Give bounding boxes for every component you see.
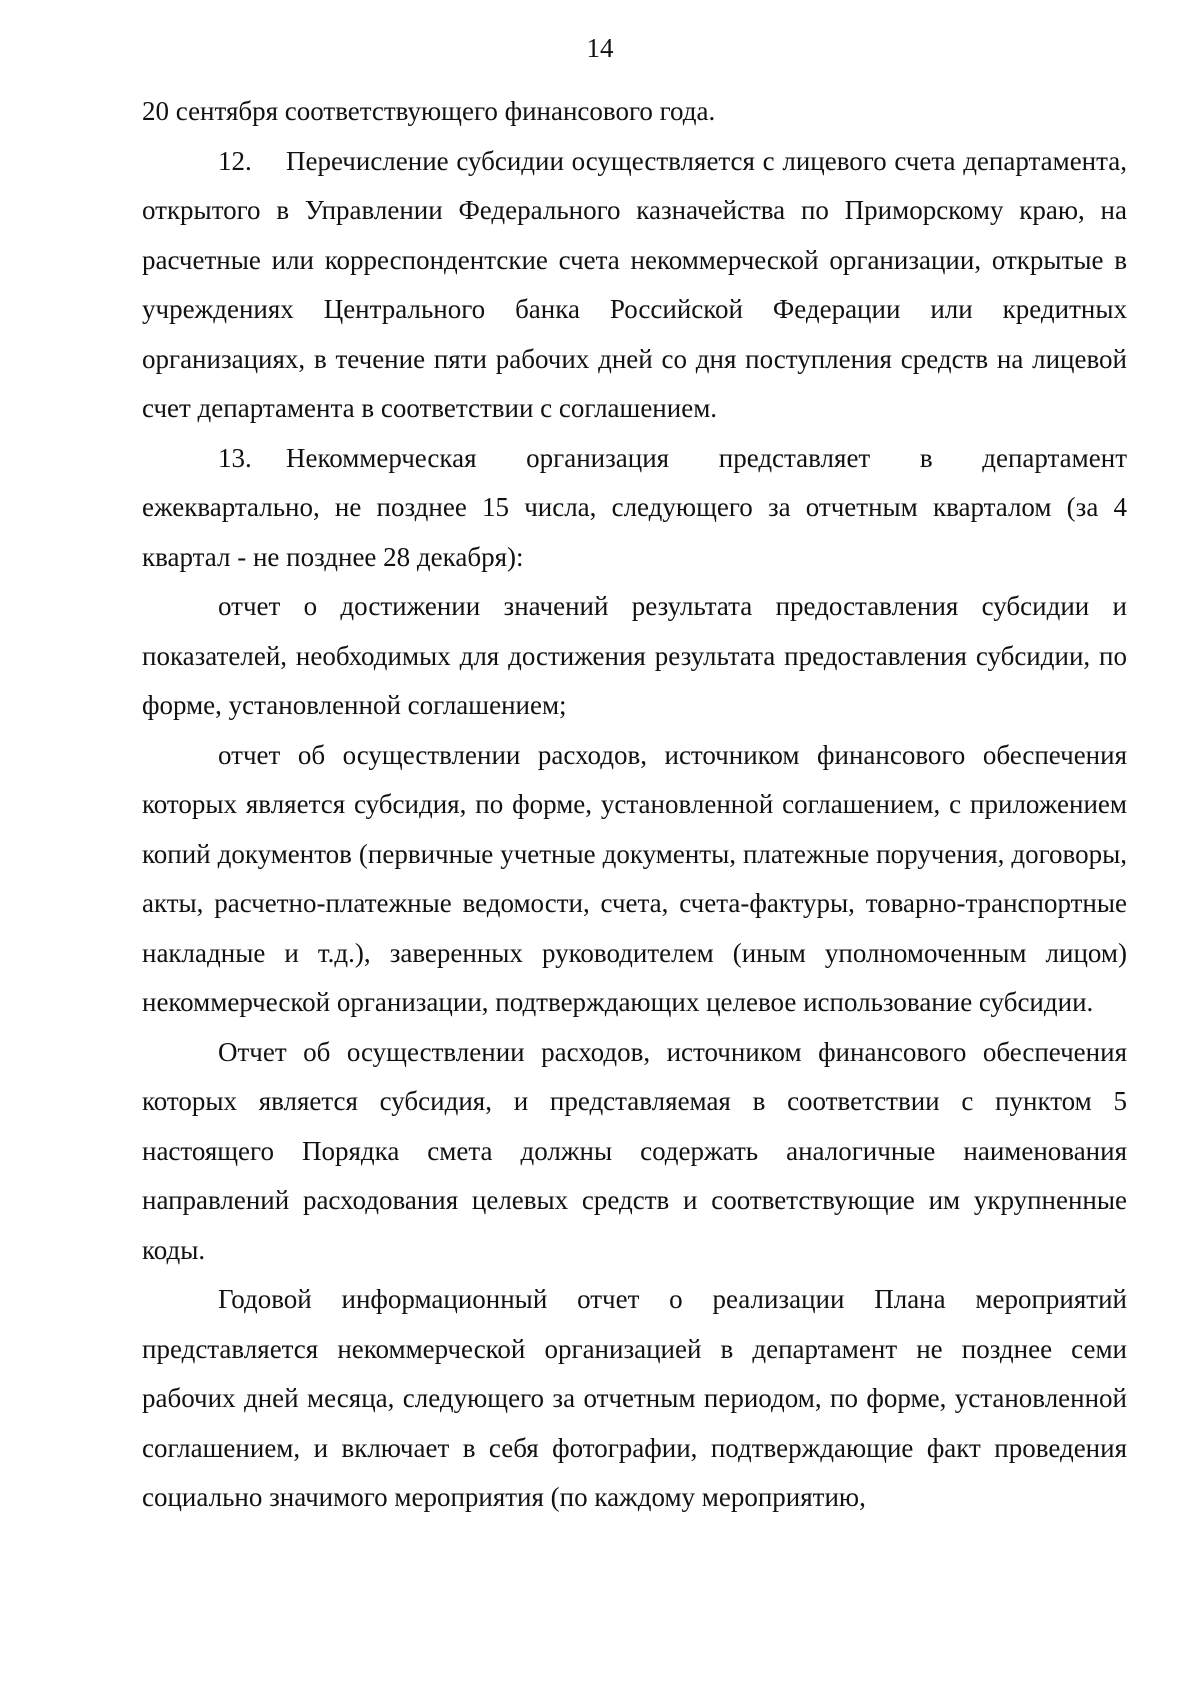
paragraph-annual-report bbox=[142, 1275, 1127, 1523]
paragraph-expense-report-note bbox=[142, 1028, 1127, 1276]
paragraph-text: Отчет об осуществлении расходов, источником финансового обеспечения которых является субсидия, и представляемая в соответствии с пунктом 5 настоящего Порядка смета должны содержать аналогичные наименования направлений расходования целевых средств и соответствующие им укрупненные коды. bbox=[142, 1036, 1127, 1265]
paragraph-text: Перечисление субсидии осуществляется с лицевого счета департамента, открытого в Управлении Федерального казначейства по Приморскому краю, на расчетные или корреспондентские счета некоммерческой организации, открытые в учреждениях Центрального банка Российской Федерации или кредитных организациях, в течение пяти рабочих дней со дня поступления средств на лицевой счет департамента в соответствии с соглашением. bbox=[142, 145, 1127, 423]
paragraph-report-expenses bbox=[142, 731, 1127, 1028]
item-number: 13. bbox=[218, 442, 252, 473]
paragraph-text: Некоммерческая организация представляет в департамент ежеквартально, не позднее 15 числа, следующего за отчетным кварталом (за 4 квартал - не позднее 28 декабря): bbox=[142, 442, 1127, 572]
paragraph-text: отчет об осуществлении расходов, источником финансового обеспечения которых является субсидия, по форме, установленной соглашением, с приложением копий документов (первичные учетные документы, платежные поручения, договоры, акты, расчетно-платежные ведомости, счета, счета-фактуры, товарно-транспортные накладные и т.д.), заверенных руководителем (иным уполномоченным лицом) некоммерческой организации, подтверждающих целевое использование субсидии. bbox=[142, 739, 1127, 1017]
item-number: 12. bbox=[218, 145, 252, 176]
document-body bbox=[142, 87, 1127, 1523]
paragraph-report-results bbox=[142, 582, 1127, 731]
paragraph-item-13 bbox=[142, 434, 1127, 583]
paragraph-text: отчет о достижении значений результата предоставления субсидии и показателей, необходимых для достижения результата предоставления субсидии, по форме, установленной соглашением; bbox=[142, 591, 1127, 720]
paragraph-item-12 bbox=[142, 137, 1127, 434]
paragraph-continuation bbox=[142, 87, 1127, 137]
paragraph-text: Годовой информационный отчет о реализации Плана мероприятий представляется некоммерческой организацией в департамент не позднее семи рабочих дней месяца, следующего за отчетным периодом, по форме, установленной соглашением, и включает в себя фотографии, подтверждающие факт проведения социально значимого мероприятия (по каждому мероприятию, bbox=[142, 1284, 1127, 1512]
page-number: 14 bbox=[586, 33, 614, 63]
paragraph-text: 20 сентября соответствующего финансового года. bbox=[142, 96, 716, 126]
